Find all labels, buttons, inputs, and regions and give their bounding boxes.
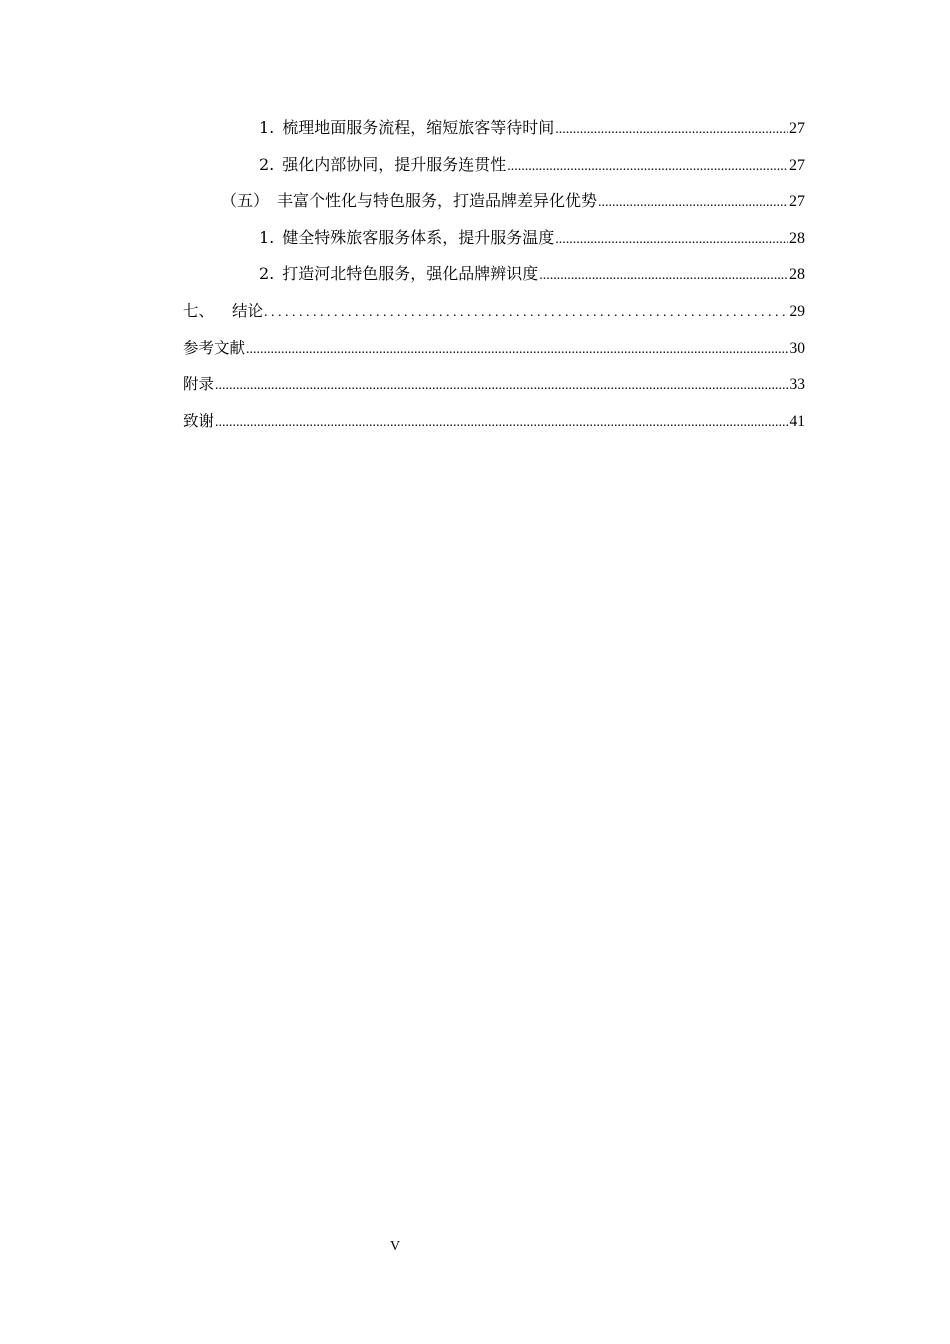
- toc-entry-page: 27: [789, 120, 805, 137]
- dot-leader: [215, 405, 788, 442]
- toc-entry-number: 1.: [259, 118, 275, 137]
- page-number-footer: V: [389, 1239, 401, 1254]
- toc-entry-number: （五）: [221, 191, 270, 211]
- toc-entry-page: 28: [789, 266, 805, 284]
- toc-entry-number: 1.: [259, 227, 275, 247]
- dot-leader: [598, 185, 788, 222]
- toc-entry[interactable]: [183, 147, 805, 184]
- toc-entry-number: 2.: [259, 154, 275, 174]
- toc-entry-number: 2.: [259, 264, 275, 284]
- dot-leader: [507, 149, 788, 186]
- toc-entry-title: 致谢: [183, 411, 215, 430]
- toc-entry-title: 强化内部协同，提升服务连贯性: [282, 154, 507, 174]
- toc-entry-label: [221, 183, 597, 220]
- toc-entry[interactable]: [183, 366, 805, 403]
- toc-entry-label: [183, 293, 263, 330]
- toc-entry-label: [259, 220, 554, 257]
- toc-entry-title: 附录: [183, 375, 215, 394]
- dot-leader: [555, 112, 788, 149]
- dot-leader: [215, 368, 788, 405]
- toc-entry-page: 27: [789, 156, 805, 174]
- toc-entry-label: [259, 110, 554, 147]
- toc-entry-title: 丰富个性化与特色服务，打造品牌差异化优势: [277, 191, 598, 211]
- toc-entry[interactable]: [183, 256, 805, 293]
- toc-entry[interactable]: [183, 183, 805, 220]
- toc-entry-label: [259, 256, 538, 293]
- toc-entry-page: 41: [789, 412, 805, 430]
- toc-entry[interactable]: [183, 403, 805, 440]
- dot-leader: [264, 295, 788, 332]
- toc-entry-label: [259, 147, 506, 184]
- toc-entry-title: 打造河北特色服务，强化品牌辨识度: [282, 264, 539, 284]
- dot-leader: [539, 258, 788, 295]
- toc-entry-page: 28: [789, 229, 805, 247]
- toc-entry[interactable]: [183, 110, 805, 147]
- dot-leader: [555, 222, 788, 259]
- toc-entry[interactable]: [183, 220, 805, 257]
- toc-entry[interactable]: [183, 293, 805, 330]
- toc-entry-page: 29: [789, 302, 805, 320]
- toc-entry-title: 结论: [232, 301, 264, 320]
- dot-leader: [246, 332, 788, 369]
- toc-entry-number: 七、: [183, 301, 215, 320]
- toc-entry-page: 27: [789, 193, 805, 211]
- toc-entry-page: 33: [789, 376, 805, 394]
- toc-entry-title: 健全特殊旅客服务体系，提升服务温度: [282, 227, 555, 247]
- toc-entry-title: 参考文献: [183, 338, 246, 357]
- toc-entry-page: 30: [789, 339, 805, 357]
- toc-entry-title: 梳理地面服务流程，缩短旅客等待时间: [282, 118, 555, 137]
- table-of-contents: [183, 110, 805, 439]
- toc-entry[interactable]: [183, 330, 805, 367]
